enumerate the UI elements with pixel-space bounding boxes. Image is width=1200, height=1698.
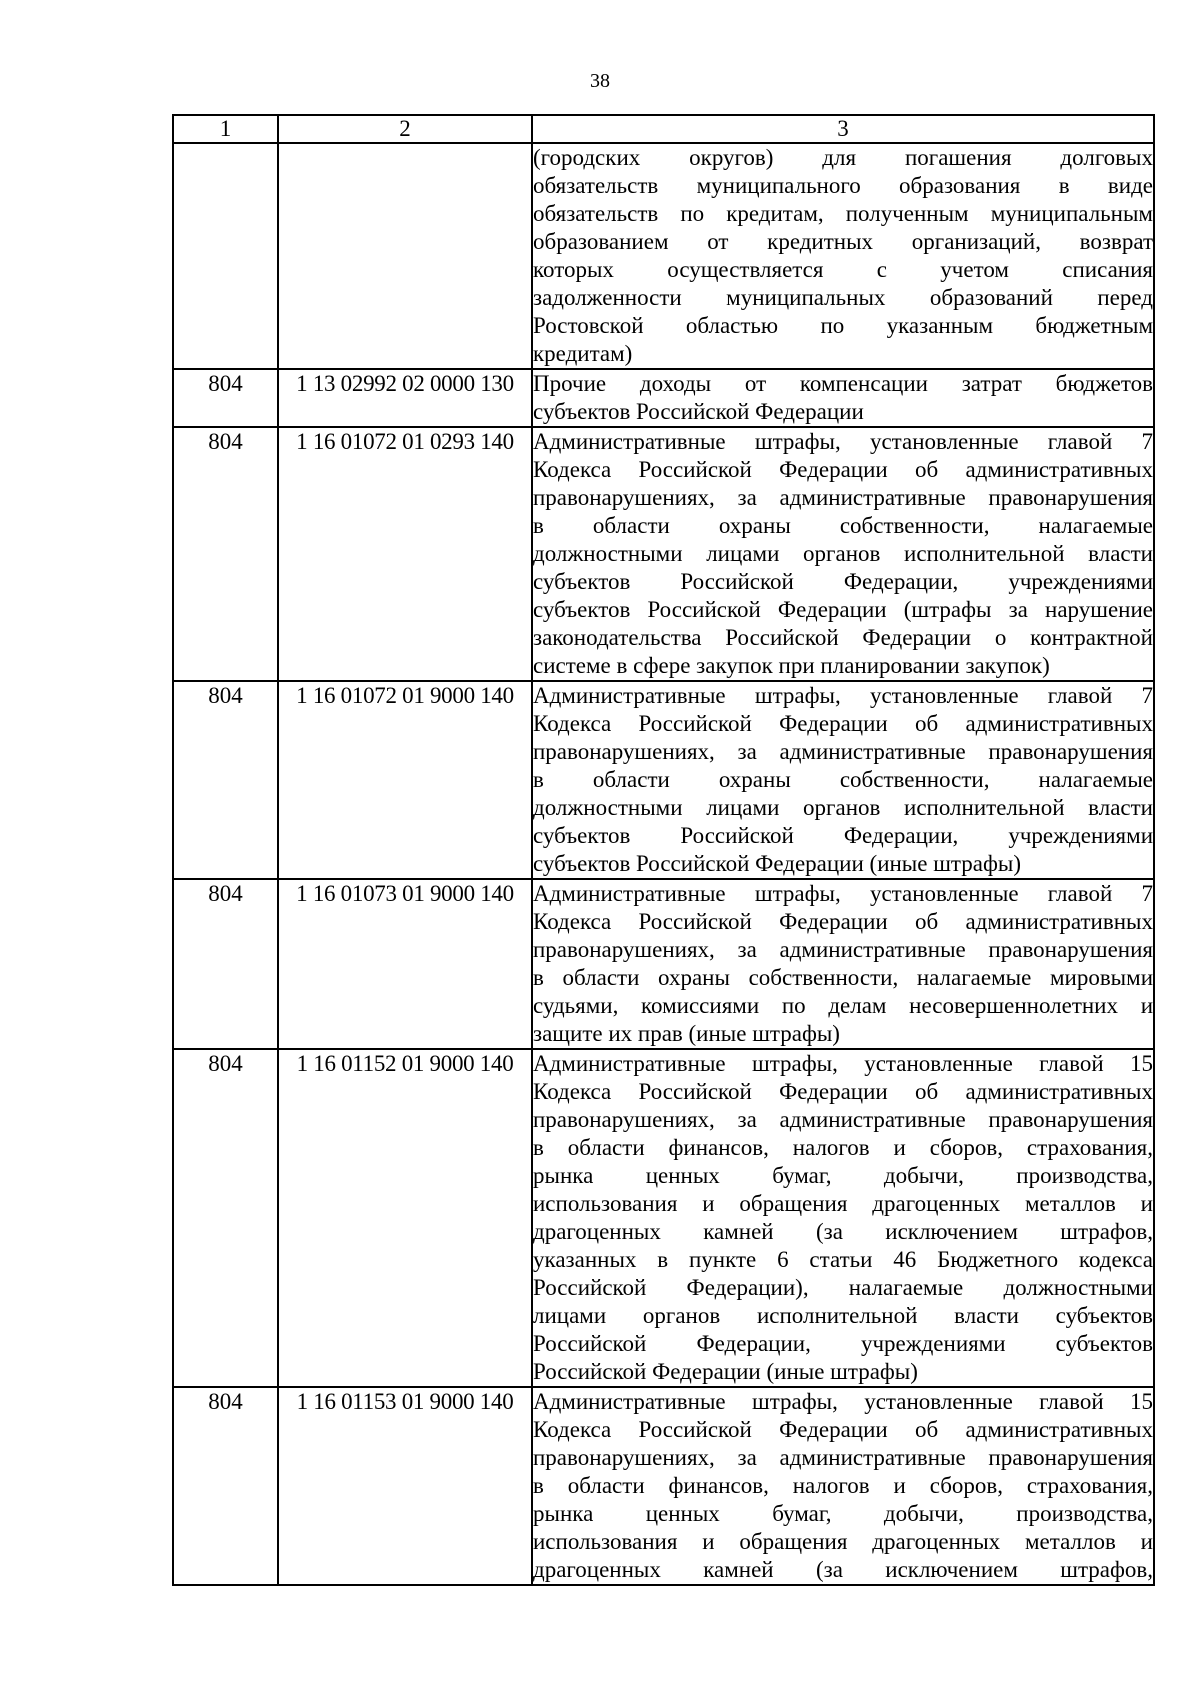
description-line: должностными лицами органов исполнительной власти xyxy=(533,541,1153,566)
admin-code-cell: 804 xyxy=(173,681,278,879)
description-cell xyxy=(532,369,1154,427)
revenue-codes-table xyxy=(172,114,1155,1586)
table-row xyxy=(173,681,1154,879)
description-line: использования и обращения драгоценных металлов и xyxy=(533,1191,1153,1216)
admin-code-cell: 804 xyxy=(173,1387,278,1585)
table-row xyxy=(173,369,1154,427)
description-cell xyxy=(532,143,1154,369)
header-cell-1: 1 xyxy=(173,115,278,143)
description-line: защите их прав (иные штрафы) xyxy=(533,1021,840,1046)
description-line: Административные штрафы, установленные главой 7 xyxy=(533,429,1153,454)
table-header-row xyxy=(173,115,1154,143)
description-cell xyxy=(532,1049,1154,1387)
revenue-code-cell: 1 16 01153 01 9000 140 xyxy=(278,1387,532,1585)
description-line: рынка ценных бумаг, добычи, производства, xyxy=(533,1163,1153,1188)
description-line: Российской Федерации (иные штрафы) xyxy=(533,1359,918,1384)
description-line: в области охраны собственности, налагаемые xyxy=(533,513,1153,538)
description-cell xyxy=(532,681,1154,879)
table-body xyxy=(173,115,1154,1585)
description-line: судьями, комиссиями по делам несовершеннолетних и xyxy=(533,993,1153,1018)
description-line: субъектов Российской Федерации, учреждениями xyxy=(533,823,1153,848)
description-line: которых осуществляется с учетом списания xyxy=(533,257,1153,282)
revenue-code-cell: 1 16 01072 01 9000 140 xyxy=(278,681,532,879)
description-line: кредитам) xyxy=(533,341,633,366)
description-line: обязательств по кредитам, полученным муниципальным xyxy=(533,201,1153,226)
description-line: Кодекса Российской Федерации об административных xyxy=(533,1079,1153,1104)
table-row xyxy=(173,427,1154,681)
description-line: субъектов Российской Федерации xyxy=(533,399,864,424)
revenue-code-cell: 1 13 02992 02 0000 130 xyxy=(278,369,532,427)
description-line: Ростовской областью по указанным бюджетным xyxy=(533,313,1153,338)
description-line: драгоценных камней (за исключением штрафов, xyxy=(533,1219,1153,1244)
admin-code-cell: 804 xyxy=(173,879,278,1049)
description-line: Прочие доходы от компенсации затрат бюджетов xyxy=(533,371,1153,396)
description-line: в области охраны собственности, налагаемые мировыми xyxy=(533,965,1153,990)
table-row xyxy=(173,1387,1154,1585)
description-line: в области финансов, налогов и сборов, страхования, xyxy=(533,1473,1153,1498)
description-line: Административные штрафы, установленные главой 15 xyxy=(533,1389,1153,1414)
description-line: правонарушениях, за административные правонарушения xyxy=(533,1107,1153,1132)
description-line: в области финансов, налогов и сборов, страхования, xyxy=(533,1135,1153,1160)
description-line: Кодекса Российской Федерации об административных xyxy=(533,1417,1153,1442)
description-line: системе в сфере закупок при планировании закупок) xyxy=(533,653,1050,678)
revenue-code-cell: 1 16 01073 01 9000 140 xyxy=(278,879,532,1049)
description-line: Административные штрафы, установленные главой 15 xyxy=(533,1051,1153,1076)
description-line: правонарушениях, за административные правонарушения xyxy=(533,485,1153,510)
admin-code-cell: 804 xyxy=(173,427,278,681)
admin-code-cell xyxy=(173,143,278,369)
revenue-code-cell xyxy=(278,143,532,369)
description-line: (городских округов) для погашения долговых xyxy=(533,145,1153,170)
header-cell-2: 2 xyxy=(278,115,532,143)
table-row xyxy=(173,1049,1154,1387)
description-line: образованием от кредитных организаций, возврат xyxy=(533,229,1153,254)
description-line: рынка ценных бумаг, добычи, производства, xyxy=(533,1501,1153,1526)
description-line: задолженности муниципальных образований перед xyxy=(533,285,1153,310)
description-line: Кодекса Российской Федерации об административных xyxy=(533,909,1153,934)
admin-code-cell: 804 xyxy=(173,1049,278,1387)
description-line: драгоценных камней (за исключением штрафов, xyxy=(533,1557,1153,1582)
description-line: законодательства Российской Федерации о контрактной xyxy=(533,625,1153,650)
table-row xyxy=(173,143,1154,369)
description-line: в области охраны собственности, налагаемые xyxy=(533,767,1153,792)
description-line: правонарушениях, за административные правонарушения xyxy=(533,1445,1153,1470)
description-line: указанных в пункте 6 статьи 46 Бюджетного кодекса xyxy=(533,1247,1153,1272)
description-line: субъектов Российской Федерации (штрафы за нарушение xyxy=(533,597,1153,622)
revenue-code-cell: 1 16 01072 01 0293 140 xyxy=(278,427,532,681)
description-line: правонарушениях, за административные правонарушения xyxy=(533,739,1153,764)
revenue-code-cell: 1 16 01152 01 9000 140 xyxy=(278,1049,532,1387)
description-line: Российской Федерации, учреждениями субъектов xyxy=(533,1331,1153,1356)
description-line: использования и обращения драгоценных металлов и xyxy=(533,1529,1153,1554)
description-line: правонарушениях, за административные правонарушения xyxy=(533,937,1153,962)
description-line: субъектов Российской Федерации (иные штрафы) xyxy=(533,851,1021,876)
description-line: обязательств муниципального образования в виде xyxy=(533,173,1153,198)
description-line: Кодекса Российской Федерации об административных xyxy=(533,711,1153,736)
description-line: Российской Федерации), налагаемые должностными xyxy=(533,1275,1153,1300)
description-line: субъектов Российской Федерации, учреждениями xyxy=(533,569,1153,594)
header-cell-3: 3 xyxy=(532,115,1154,143)
page-number: 38 xyxy=(590,70,610,92)
description-cell xyxy=(532,1387,1154,1585)
description-line: Административные штрафы, установленные главой 7 xyxy=(533,881,1153,906)
admin-code-cell: 804 xyxy=(173,369,278,427)
description-cell xyxy=(532,427,1154,681)
description-line: лицами органов исполнительной власти субъектов xyxy=(533,1303,1153,1328)
description-line: должностными лицами органов исполнительной власти xyxy=(533,795,1153,820)
description-line: Кодекса Российской Федерации об административных xyxy=(533,457,1153,482)
table-row xyxy=(173,879,1154,1049)
description-line: Административные штрафы, установленные главой 7 xyxy=(533,683,1153,708)
description-cell xyxy=(532,879,1154,1049)
